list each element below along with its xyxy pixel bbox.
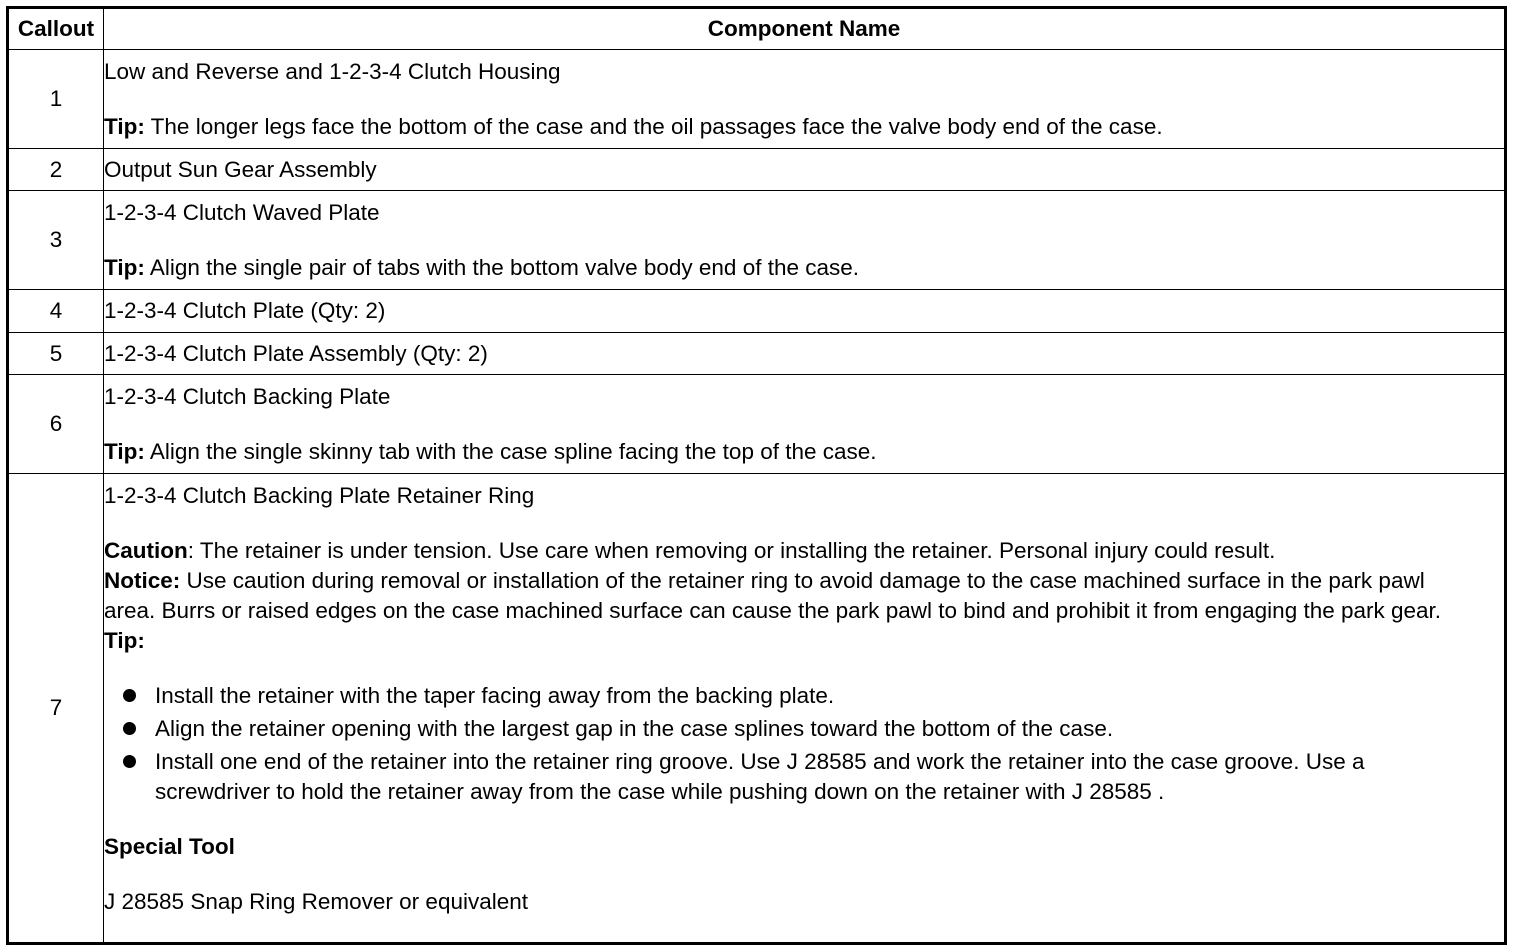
special-tool-text: J 28585 Snap Ring Remover or equivalent: [104, 889, 529, 914]
special-tool-heading: [104, 832, 1504, 862]
notice-text: [104, 566, 1504, 626]
tip-body: Align the single skinny tab with the case spline facing the top of the case.: [144, 439, 877, 464]
bullet-icon: [123, 722, 136, 735]
table-row: [8, 474, 1506, 944]
notice-label: Notice:: [104, 568, 181, 593]
tip-bullet-list: [104, 681, 1504, 807]
caution-body: : The retainer is under tension. Use care when removing or installing the retainer. Personal injury could result.: [187, 538, 1276, 563]
component-cell: [104, 375, 1506, 474]
table-row: [8, 375, 1506, 474]
bullet-text: Align the retainer opening with the largest gap in the case splines toward the bottom of the case.: [155, 716, 1114, 741]
bullet-text: Install one end of the retainer into the retainer ring groove. Use J 28585 and work the retainer into the case groove. Use a screwdriver to hold the retainer away from the case while pushing down on the retainer with J 28585 .: [155, 749, 1365, 804]
tip-label: Tip:: [104, 628, 145, 653]
table-row: [8, 333, 1506, 375]
component-name: 1-2-3-4 Clutch Plate Assembly (Qty: 2): [104, 333, 1506, 375]
callout-header: Callout: [8, 8, 104, 50]
component-name: 1-2-3-4 Clutch Waved Plate: [104, 200, 380, 225]
special-tool-label: Special Tool: [104, 834, 235, 859]
table-row: [8, 50, 1506, 149]
list-item: [104, 714, 1484, 744]
bullet-icon: [123, 689, 136, 702]
tip-text: [104, 253, 1504, 283]
component-name: Output Sun Gear Assembly: [104, 149, 1506, 191]
tip-label: Tip:: [104, 114, 145, 139]
notice-body: Use caution during removal or installation of the retainer ring to avoid damage to the case machined surface in the park pawl area. Burrs or raised edges on the case machined surface can cause the park pawl to bind and prohibit it from engaging the park gear.: [104, 568, 1442, 623]
tip-text: [104, 112, 1504, 142]
callout-number: 1: [8, 50, 104, 149]
component-name: 1-2-3-4 Clutch Backing Plate: [104, 384, 391, 409]
callout-number: 2: [8, 149, 104, 191]
callout-number: 4: [8, 290, 104, 333]
tip-text: [104, 437, 1504, 467]
component-cell: [104, 191, 1506, 290]
component-name: Low and Reverse and 1-2-3-4 Clutch Housing: [104, 59, 561, 84]
component-cell: [104, 50, 1506, 149]
caution-label: Caution: [104, 538, 188, 563]
component-cell: [104, 474, 1506, 944]
tip-label: Tip:: [104, 439, 145, 464]
table-row: [8, 290, 1506, 333]
tip-text: [104, 626, 1504, 656]
callout-number: 5: [8, 333, 104, 375]
component-name: 1-2-3-4 Clutch Backing Plate Retainer Ring: [104, 483, 535, 508]
callout-number: 3: [8, 191, 104, 290]
caution-text: [104, 536, 1504, 566]
bullet-icon: [123, 755, 136, 768]
callout-number: 7: [8, 474, 104, 944]
component-table: [6, 6, 1507, 945]
component-name-header: Component Name: [104, 8, 1506, 50]
tip-label: Tip:: [104, 255, 145, 280]
callout-number: 6: [8, 375, 104, 474]
component-name: 1-2-3-4 Clutch Plate (Qty: 2): [104, 290, 1506, 333]
tip-body: Align the single pair of tabs with the bottom valve body end of the case.: [144, 255, 860, 280]
tip-body: The longer legs face the bottom of the case and the oil passages face the valve body end of the case.: [144, 114, 1163, 139]
table-header-row: [8, 8, 1506, 50]
list-item: [104, 747, 1484, 807]
bullet-text: Install the retainer with the taper facing away from the backing plate.: [155, 683, 835, 708]
table-row: [8, 191, 1506, 290]
table-row: [8, 149, 1506, 191]
list-item: [104, 681, 1484, 711]
